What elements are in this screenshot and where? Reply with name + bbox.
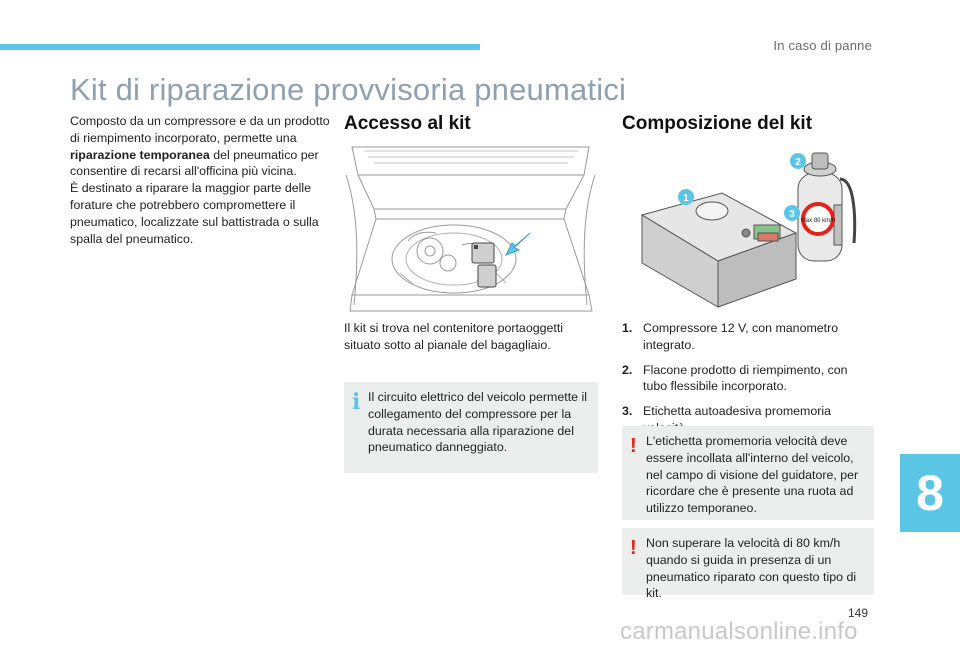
intro-text (70, 113, 332, 247)
list-item (622, 320, 874, 354)
sticker-label: Max 80 km/h (800, 218, 836, 224)
info-icon: i (352, 389, 361, 415)
callout-1-label: 1 (683, 193, 689, 204)
info-note-text: Il circuito elettrico del veicolo permette il collegamento del compressore per la durata necessaria alla riparazione del pneumatico danneggiato. (368, 390, 587, 455)
chapter-tab: 8 (900, 454, 960, 532)
list-item (622, 362, 874, 396)
info-note (344, 382, 598, 473)
warning-note-sticker (622, 426, 874, 520)
list-item-text: Compressore 12 V, con manometro integrato. (643, 321, 839, 352)
callout-3 (784, 205, 800, 221)
section-label: In caso di panne (773, 38, 872, 53)
intro-text-part: del pneumatico per consentire di recarsi all'officina più vicina. (70, 147, 319, 179)
list-item-text: Flacone prodotto di riempimento, con tubo flessibile incorporato. (643, 362, 848, 394)
callout-2-label: 2 (795, 157, 801, 168)
list-item-number: 1. (622, 321, 633, 335)
warning-note-speed (622, 528, 874, 601)
list-item-text: Etichetta autoadesiva promemoria (643, 404, 832, 419)
intro-text-part: Composto da un compressore e da un prodotto di riempimento incorporato, permette una (70, 114, 330, 145)
warning-note-text: L'etichetta promemoria velocità deve essere incollata all'interno del veicolo, nel campo di visione del guidatore, per ricordare che è presente una ruota ad utilizzo temporaneo. (646, 434, 859, 516)
callout-1 (678, 189, 694, 205)
composition-heading: Composizione del kit (622, 113, 813, 134)
watermark: carmanualsonline.info (620, 618, 858, 645)
repair-kit-illustration (622, 145, 874, 313)
speed-sticker (801, 204, 835, 234)
warning-icon: ! (630, 537, 637, 559)
page-title: Kit di riparazione provvisoria pneumatici (70, 72, 627, 107)
page-number: 149 (847, 606, 868, 620)
intro-paragraph-2: È destinato a riparare la maggior parte delle forature che potrebbero compromettere il pneumatico, localizzate sul battistrada o sulla spalla del pneumatico. (70, 181, 319, 246)
list-item-number: 3. (622, 404, 633, 419)
list-item-number: 2. (622, 362, 633, 377)
trunk-illustration (344, 145, 597, 313)
header-accent-bar (0, 44, 480, 50)
intro-paragraph-1 (70, 113, 332, 180)
access-text: Il kit si trova nel contenitore portaoggetti situato sotto al pianale del bagagliaio. (344, 321, 564, 352)
warning-note-text: Non superare la velocità di 80 km/h quando si guida in presenza di un pneumatico riparato con questo tipo di kit. (646, 536, 857, 601)
intro-bold-term: riparazione temporanea (70, 147, 210, 162)
callout-3-label: 3 (789, 209, 795, 220)
kit-detail (474, 245, 478, 249)
access-heading: Accesso al kit (344, 113, 471, 134)
warning-icon: ! (630, 435, 637, 457)
callout-2 (790, 153, 806, 169)
